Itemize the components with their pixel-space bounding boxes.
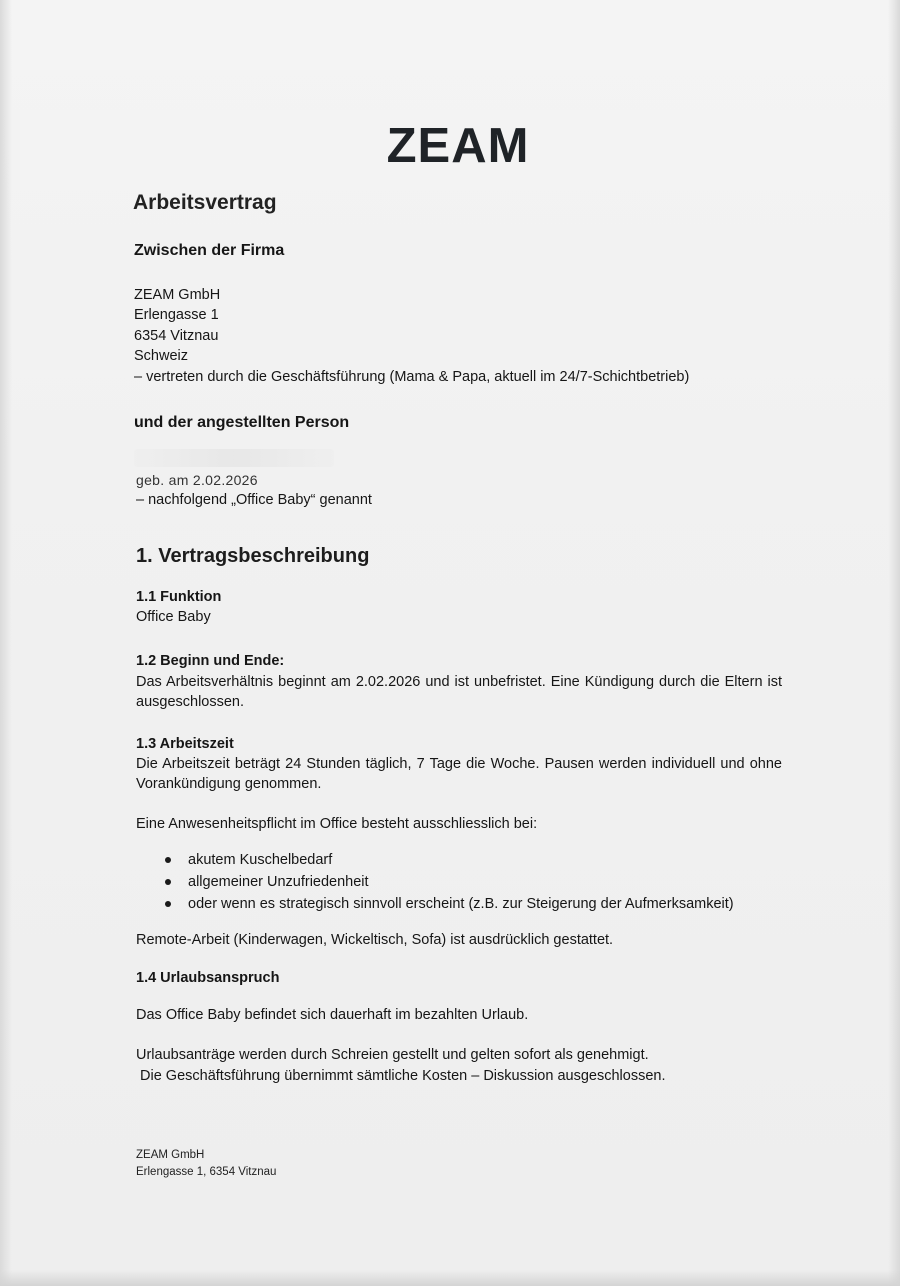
- bullet-icon: [165, 901, 171, 907]
- presence-intro: Eine Anwesenheitspflicht im Office besteht ausschliesslich bei:: [136, 816, 538, 832]
- paper-shadow-bottom: [0, 1270, 900, 1286]
- presence-list: [160, 850, 734, 916]
- section-1-1-heading: 1.1 Funktion: [136, 589, 222, 605]
- bullet-icon: [165, 879, 171, 885]
- section-1-4-text-1: Das Office Baby befindet sich dauerhaft im bezahlten Urlaub.: [136, 1007, 529, 1023]
- between-heading: Zwischen der Firma: [134, 242, 285, 259]
- footer-address: Erlengasse 1, 6354 Vitznau: [136, 1166, 277, 1178]
- list-item-text: oder wenn es strategisch sinnvoll erscheint (z.B. zur Steigerung der Aufmerksamkeit): [188, 896, 734, 912]
- list-item-text: akutem Kuschelbedarf: [188, 852, 333, 868]
- redacted-name: [134, 449, 334, 467]
- section-1-3-text: Die Arbeitszeit beträgt 24 Stunden täglich, 7 Tage die Woche. Pausen werden individuell und ohne Vorankündigung genommen.: [136, 756, 782, 792]
- employee-alias: – nachfolgend „Office Baby“ genannt: [136, 492, 372, 508]
- footer-company-name: ZEAM GmbH: [136, 1149, 205, 1161]
- section-1-heading: 1. Vertragsbeschreibung: [136, 545, 370, 567]
- company-street: Erlengasse 1: [134, 307, 219, 323]
- section-1-4-text-2: Urlaubsanträge werden durch Schreien gestellt und gelten sofort als genehmigt.: [136, 1047, 649, 1063]
- list-item: [160, 850, 734, 872]
- list-item-text: allgemeiner Unzufriedenheit: [188, 874, 369, 890]
- section-1-2-text: Das Arbeitsverhältnis beginnt am 2.02.2026 und ist unbefristet. Eine Kündigung durch die Eltern ist ausgeschlossen.: [136, 674, 782, 710]
- employee-heading: und der angestellten Person: [134, 414, 350, 431]
- company-representation: – vertreten durch die Geschäftsführung (Mama & Papa, aktuell im 24/7-Schichtbetrieb): [134, 369, 690, 385]
- document-title: Arbeitsvertrag: [133, 191, 277, 214]
- section-1-3-heading: 1.3 Arbeitszeit: [136, 736, 234, 752]
- bullet-icon: [165, 857, 171, 863]
- company-logo: ZEAM: [386, 119, 530, 173]
- list-item: [160, 894, 734, 916]
- section-1-1-text: Office Baby: [136, 609, 211, 625]
- company-city: 6354 Vitznau: [134, 328, 219, 344]
- paper-shadow-left: [0, 0, 12, 1286]
- company-name: ZEAM GmbH: [134, 287, 221, 303]
- remote-work-text: Remote-Arbeit (Kinderwagen, Wickeltisch, Sofa) ist ausdrücklich gestattet.: [136, 932, 614, 948]
- section-1-4-text-3: Die Geschäftsführung übernimmt sämtliche Kosten – Diskussion ausgeschlossen.: [140, 1068, 666, 1084]
- section-1-2-heading: 1.2 Beginn und Ende:: [136, 653, 285, 669]
- employee-birthdate: geb. am 2.02.2026: [136, 472, 258, 488]
- company-country: Schweiz: [134, 348, 188, 364]
- paper-shadow-right: [888, 0, 900, 1286]
- section-1-4-heading: 1.4 Urlaubsanspruch: [136, 970, 280, 986]
- list-item: [160, 872, 734, 894]
